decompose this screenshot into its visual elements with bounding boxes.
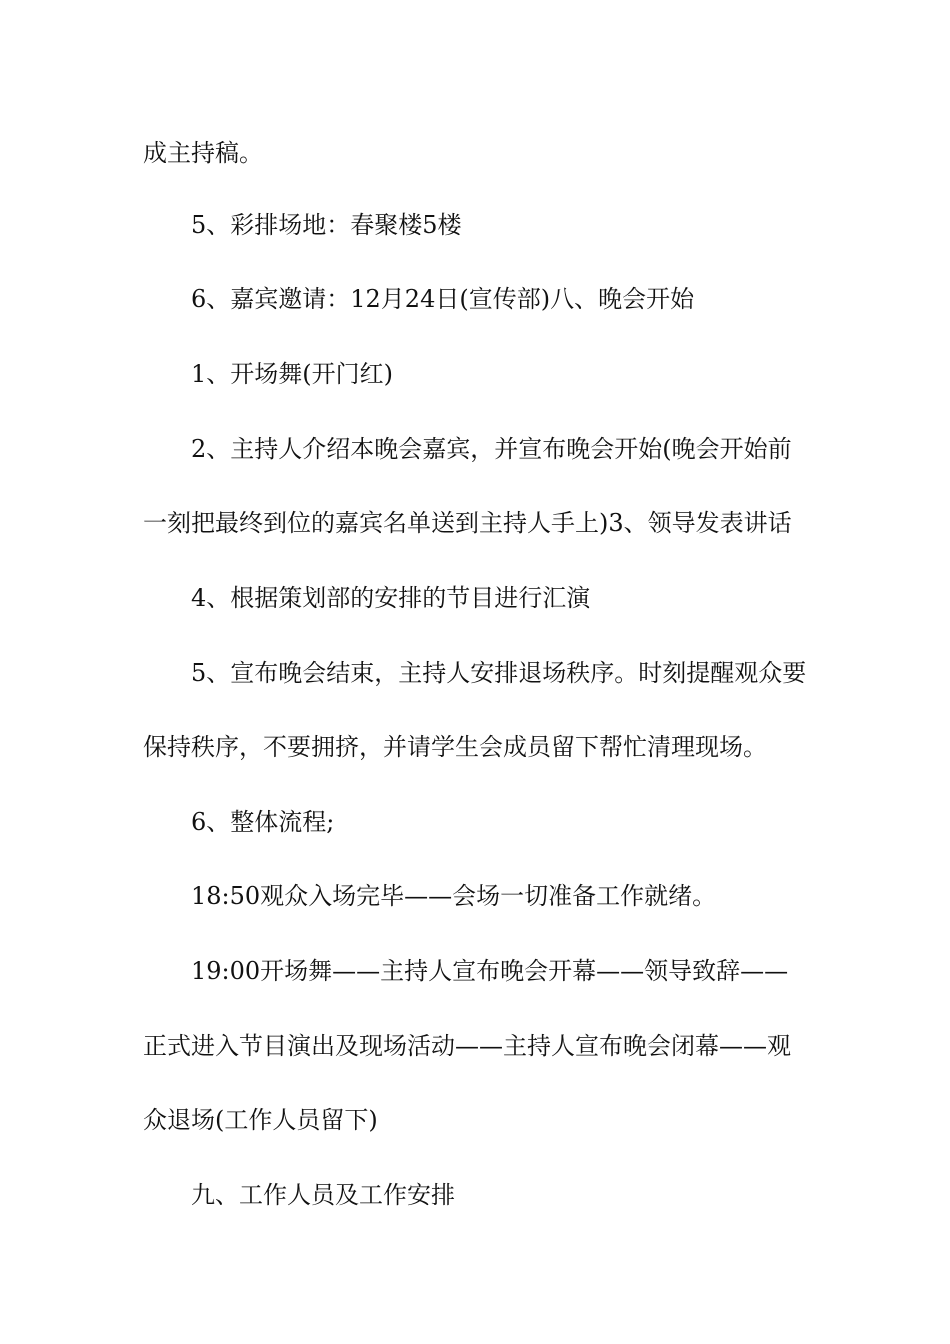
text-line-10: 6、整体流程; [191, 808, 335, 836]
text-line-14: 众退场(工作人员留下) [143, 1106, 378, 1134]
text-line-5: 2、主持人介绍本晚会嘉宾，并宣布晚会开始(晚会开始前 [191, 435, 792, 463]
text-line-4: 1、开场舞(开门红) [191, 360, 393, 388]
text-line-13: 正式进入节目演出及现场活动——主持人宣布晚会闭幕——观 [143, 1032, 791, 1060]
text-line-8: 5、宣布晚会结束，主持人安排退场秩序。时刻提醒观众要 [191, 659, 807, 687]
text-line-11: 18:50观众入场完毕——会场一切准备工作就绪。 [191, 882, 717, 910]
text-line-15: 九、工作人员及工作安排 [191, 1181, 455, 1209]
text-line-3: 6、嘉宾邀请：12月24日(宣传部)八、晚会开始 [191, 285, 695, 313]
text-line-12: 19:00开场舞——主持人宣布晚会开幕——领导致辞—— [191, 957, 789, 985]
text-line-2: 5、彩排场地：春聚楼5楼 [191, 211, 462, 239]
text-line-1: 成主持稿。 [143, 139, 263, 167]
text-line-7: 4、根据策划部的安排的节目进行汇演 [191, 584, 591, 612]
text-line-9: 保持秩序，不要拥挤，并请学生会成员留下帮忙清理现场。 [143, 733, 767, 761]
text-line-6: 一刻把最终到位的嘉宾名单送到主持人手上)3、领导发表讲话 [143, 509, 792, 537]
